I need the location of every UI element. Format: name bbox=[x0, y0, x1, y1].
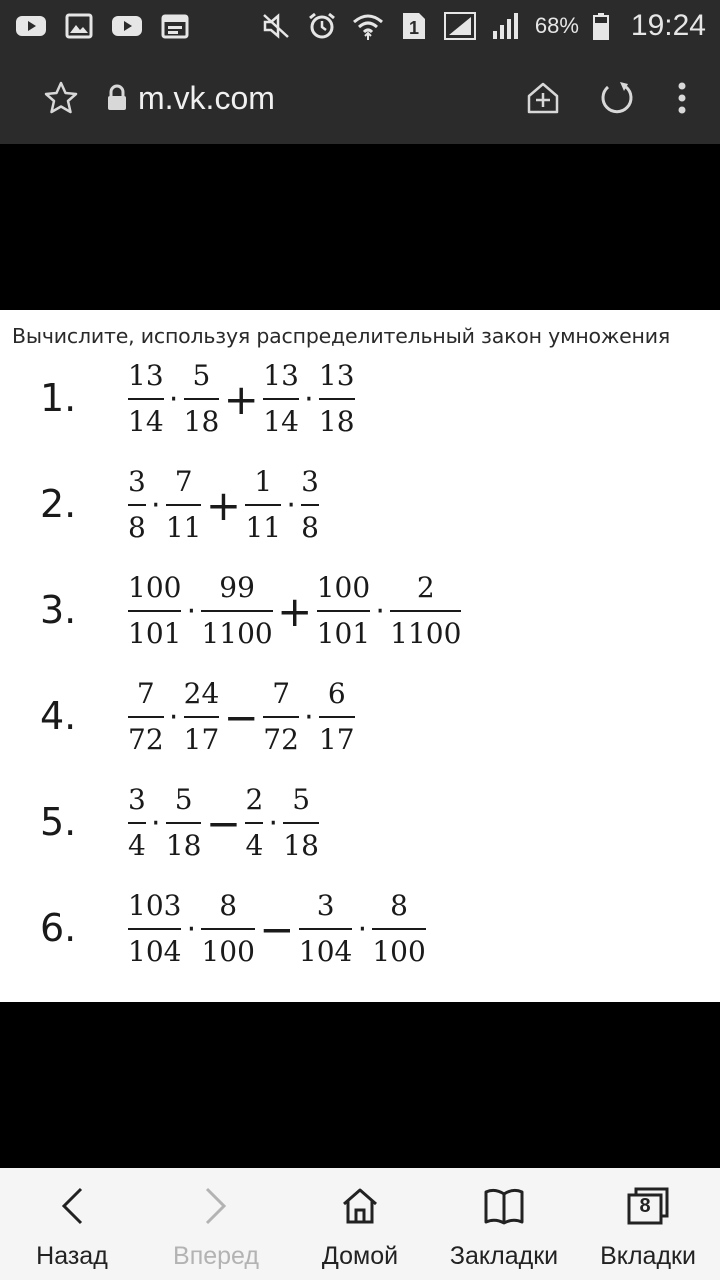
numerator: 3 bbox=[128, 465, 146, 498]
plus-operator: + bbox=[205, 480, 242, 530]
denominator: 72 bbox=[263, 723, 299, 756]
fraction-a bbox=[126, 465, 148, 545]
numerator: 7 bbox=[136, 677, 155, 710]
numerator: 13 bbox=[128, 359, 164, 392]
fraction-d bbox=[281, 783, 321, 863]
tabs-count: 8 bbox=[639, 1195, 651, 1217]
bottom-navigation bbox=[0, 1168, 720, 1280]
youtube-icon bbox=[110, 11, 144, 41]
fraction-c bbox=[297, 889, 354, 969]
multiply-dot: · bbox=[186, 911, 197, 947]
fraction-b bbox=[199, 571, 274, 651]
battery-icon bbox=[591, 11, 611, 41]
tabs-label: Вкладки bbox=[600, 1242, 696, 1270]
numerator: 5 bbox=[174, 783, 193, 816]
denominator: 101 bbox=[316, 617, 371, 650]
forward-button[interactable] bbox=[144, 1168, 288, 1280]
sim-icon bbox=[397, 11, 431, 41]
denominator: 104 bbox=[298, 935, 353, 968]
multiply-dot: · bbox=[357, 911, 368, 947]
sim-number: 1 bbox=[408, 18, 419, 38]
fraction-c bbox=[261, 359, 301, 439]
problem-number: 6. bbox=[40, 906, 77, 950]
star-icon[interactable] bbox=[40, 77, 82, 119]
signal-icon bbox=[443, 11, 477, 41]
home-label: Домой bbox=[321, 1242, 399, 1270]
expression bbox=[126, 778, 321, 868]
numerator: 5 bbox=[192, 359, 211, 392]
fraction-d bbox=[317, 359, 357, 439]
numerator: 7 bbox=[174, 465, 193, 498]
fraction-a bbox=[126, 889, 183, 969]
numerator: 13 bbox=[318, 359, 355, 392]
expression bbox=[126, 884, 428, 974]
fraction-c bbox=[243, 465, 283, 545]
problem-number: 1. bbox=[40, 376, 77, 420]
denominator: 17 bbox=[318, 723, 355, 756]
multiply-dot: · bbox=[375, 593, 385, 629]
calendar-icon bbox=[158, 11, 192, 41]
numerator: 100 bbox=[128, 571, 182, 604]
forward-label: Вперед bbox=[173, 1242, 259, 1270]
problem-row bbox=[0, 884, 720, 974]
expression bbox=[126, 672, 357, 762]
tabs-icon bbox=[626, 1184, 670, 1228]
book-icon bbox=[482, 1184, 526, 1228]
fraction-d bbox=[299, 465, 321, 545]
multiply-dot: · bbox=[268, 805, 279, 841]
multiply-dot: · bbox=[304, 699, 314, 735]
denominator: 104 bbox=[128, 935, 182, 968]
lock-icon bbox=[102, 77, 132, 119]
numerator: 6 bbox=[327, 677, 346, 710]
fraction-a bbox=[126, 571, 183, 651]
wifi-icon bbox=[351, 11, 385, 41]
youtube-icon bbox=[14, 11, 48, 41]
problem-row bbox=[0, 672, 720, 762]
chevron-right-icon bbox=[194, 1184, 238, 1228]
denominator: 18 bbox=[318, 405, 355, 438]
problem-row bbox=[0, 778, 720, 868]
numerator: 8 bbox=[219, 889, 238, 922]
denominator: 100 bbox=[201, 935, 255, 968]
multiply-dot: · bbox=[168, 699, 179, 735]
denominator: 100 bbox=[372, 935, 426, 968]
multiply-dot: · bbox=[168, 381, 179, 417]
fraction-b bbox=[164, 783, 204, 863]
multiply-dot: · bbox=[186, 593, 197, 629]
home-button[interactable] bbox=[288, 1168, 432, 1280]
problem-row bbox=[0, 566, 720, 656]
numerator: 2 bbox=[245, 783, 264, 816]
numerator: 3 bbox=[316, 889, 335, 922]
add-to-home-icon[interactable] bbox=[522, 77, 564, 119]
denominator: 18 bbox=[183, 405, 220, 438]
multiply-dot: · bbox=[304, 381, 314, 417]
more-menu-icon[interactable] bbox=[670, 77, 694, 119]
numerator: 13 bbox=[263, 359, 299, 392]
notification-icons bbox=[14, 11, 192, 41]
chevron-left-icon bbox=[50, 1184, 94, 1228]
tabs-button[interactable] bbox=[576, 1168, 720, 1280]
denominator: 17 bbox=[183, 723, 220, 756]
multiply-dot: · bbox=[151, 487, 161, 523]
plus-operator: + bbox=[277, 586, 313, 636]
numerator: 24 bbox=[183, 677, 220, 710]
denominator: 18 bbox=[165, 829, 202, 862]
minus-operator: − bbox=[223, 692, 259, 742]
problem-number: 3. bbox=[40, 588, 77, 632]
denominator: 8 bbox=[128, 511, 146, 544]
fraction-d bbox=[388, 571, 463, 651]
battery-percent: 68% bbox=[534, 13, 579, 38]
fraction-c bbox=[261, 677, 301, 757]
back-button[interactable] bbox=[0, 1168, 144, 1280]
denominator: 1100 bbox=[390, 617, 462, 650]
denominator: 101 bbox=[128, 617, 182, 650]
numerator: 7 bbox=[272, 677, 291, 710]
denominator: 1100 bbox=[201, 617, 273, 650]
numerator: 3 bbox=[301, 465, 319, 498]
problem-number: 2. bbox=[40, 482, 77, 526]
clock: 19:24 bbox=[630, 9, 706, 42]
numerator: 8 bbox=[390, 889, 408, 922]
task-image[interactable] bbox=[0, 310, 720, 1002]
numerator: 3 bbox=[128, 783, 146, 816]
fraction-c bbox=[315, 571, 372, 651]
problem-number: 4. bbox=[40, 694, 77, 738]
plus-operator: + bbox=[223, 374, 259, 424]
denominator: 14 bbox=[128, 405, 164, 438]
denominator: 11 bbox=[245, 511, 282, 544]
denominator: 4 bbox=[128, 829, 146, 862]
fraction-d bbox=[370, 889, 427, 969]
fraction-c bbox=[243, 783, 265, 863]
numerator: 2 bbox=[416, 571, 435, 604]
fraction-a bbox=[126, 359, 166, 439]
denominator: 18 bbox=[283, 829, 319, 862]
problem-row bbox=[0, 354, 720, 444]
numerator: 99 bbox=[219, 571, 255, 604]
back-label: Назад bbox=[36, 1242, 108, 1270]
fraction-b bbox=[182, 677, 222, 757]
problem-number: 5. bbox=[40, 800, 77, 844]
system-icons bbox=[259, 9, 706, 43]
mute-icon bbox=[259, 11, 293, 41]
task-title: Вычислите, используя распределительный закон умножения bbox=[12, 324, 671, 348]
expression bbox=[126, 460, 321, 550]
denominator: 72 bbox=[128, 723, 164, 756]
signal-icon bbox=[489, 11, 523, 41]
home-icon bbox=[338, 1184, 382, 1228]
denominator: 4 bbox=[245, 829, 264, 862]
numerator: 100 bbox=[316, 571, 371, 604]
fraction-b bbox=[199, 889, 256, 969]
numerator: 5 bbox=[292, 783, 311, 816]
url-field[interactable]: m.vk.com bbox=[138, 79, 275, 116]
multiply-dot: · bbox=[151, 805, 161, 841]
status-bar bbox=[0, 0, 720, 52]
denominator: 11 bbox=[165, 511, 202, 544]
expression bbox=[126, 354, 357, 444]
gallery-icon bbox=[62, 11, 96, 41]
fraction-b bbox=[182, 359, 222, 439]
fraction-d bbox=[317, 677, 357, 757]
expression bbox=[126, 566, 463, 656]
bookmarks-button[interactable] bbox=[432, 1168, 576, 1280]
numerator: 1 bbox=[254, 465, 273, 498]
problem-row bbox=[0, 460, 720, 550]
alarm-icon bbox=[305, 11, 339, 41]
numerator: 103 bbox=[128, 889, 182, 922]
bookmarks-label: Закладки bbox=[449, 1242, 559, 1270]
denominator: 8 bbox=[301, 511, 319, 544]
denominator: 14 bbox=[263, 405, 299, 438]
fraction-a bbox=[126, 783, 148, 863]
minus-operator: − bbox=[205, 798, 242, 848]
fraction-a bbox=[126, 677, 166, 757]
fraction-b bbox=[164, 465, 204, 545]
minus-operator: − bbox=[259, 904, 295, 954]
reload-icon[interactable] bbox=[596, 77, 638, 119]
multiply-dot: · bbox=[286, 487, 296, 523]
browser-address-bar bbox=[0, 52, 720, 144]
